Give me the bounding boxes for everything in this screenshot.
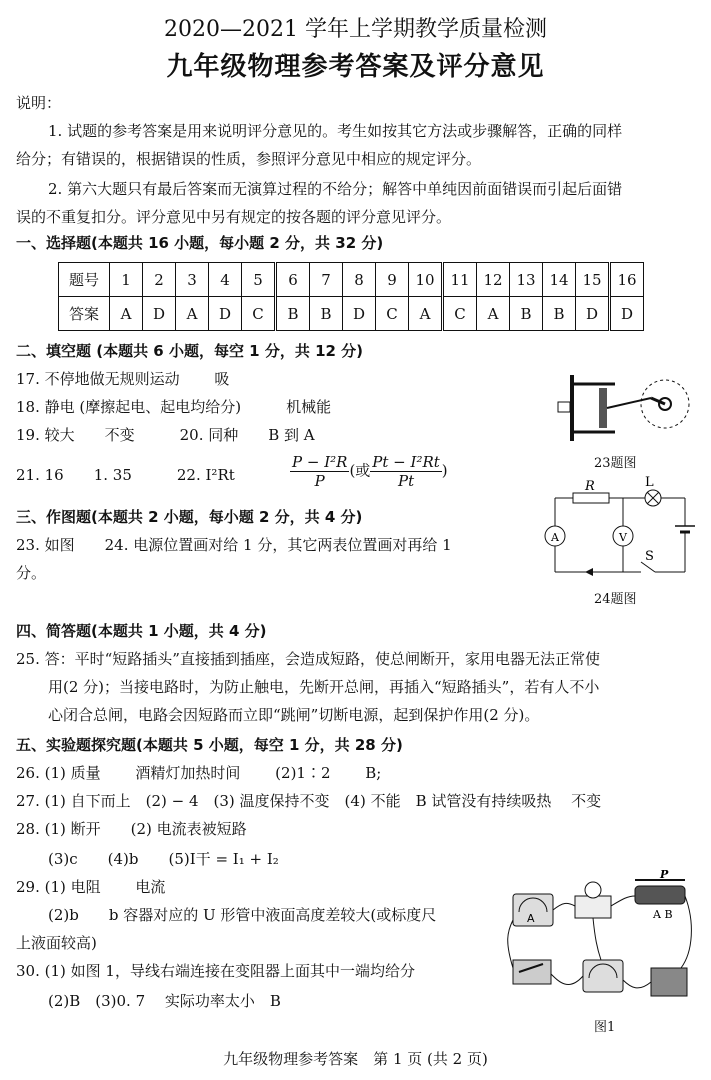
answer-25-line-1: 25. 答：平时“短路插头”直接插到插座，会造成短路，使总闸断开，家用电器无法正常使 <box>16 650 600 668</box>
section-3-title: 三、作图题(本题共 2 小题，每小题 2 分，共 4 分) <box>16 508 363 526</box>
figure-23-diagram <box>555 370 695 450</box>
ammeter-label: A <box>527 912 535 925</box>
answer-cell: B <box>543 297 576 331</box>
wire <box>611 896 635 906</box>
resistor-label: R <box>585 479 595 494</box>
q-number: 11 <box>443 263 477 297</box>
answer-cell: C <box>376 297 409 331</box>
answer-22-fraction <box>290 453 448 490</box>
answer-29-line-1: 29. (1) 电阻 电流 <box>16 878 166 896</box>
answer-29-line-2: (2)b b 容器对应的 U 形管中液面高度差较大(或标度尺 <box>48 906 437 924</box>
answer-cell: C <box>242 297 276 331</box>
page-footer: 九年级物理参考答案 第 1 页 (共 2 页) <box>223 1050 488 1068</box>
row-head: 题号 <box>59 263 110 297</box>
answer-cell: D <box>576 297 610 331</box>
answer-cell: D <box>209 297 242 331</box>
answer-21-22: 21. 16 1. 35 22. I²Rt <box>16 466 235 484</box>
q-number: 16 <box>610 263 644 297</box>
answer-table <box>58 262 644 331</box>
q-number: 14 <box>543 263 576 297</box>
answer-25-line-3: 心闭合总闸，电路会因短路而立即“跳闸”切断电源，起到保护作用(2 分)。 <box>48 706 540 724</box>
answer-30-line-1: 30. (1) 如图 1，导线右端连接在变阻器上面其中一端均给分 <box>16 962 415 980</box>
note-1-line-1: 1. 试题的参考答案是用来说明评分意见的。考生如按其它方法或步骤解答，正确的同样 <box>48 122 623 140</box>
exam-title: 2020—2021 学年上学期教学质量检测 <box>164 17 547 42</box>
fraction-1 <box>290 453 349 490</box>
fraction-1-denominator: P <box>314 472 325 490</box>
answer-cell: B <box>276 297 310 331</box>
answer-28-line-2: (3)c (4)b (5)I干 = I₁ + I₂ <box>48 850 279 868</box>
note-2-line-1: 2. 第六大题只有最后答案而无演算过程的不给分；解答中单纯因前面错误而引起后面错 <box>48 180 623 198</box>
battery-pack <box>651 968 687 996</box>
figure-1-circuit <box>505 868 695 1012</box>
wire <box>553 903 575 910</box>
answer-cell: A <box>110 297 143 331</box>
connecting-rod <box>607 398 651 408</box>
answer-cell: D <box>143 297 176 331</box>
answer-29-line-3: 上液面较高) <box>16 934 97 952</box>
q-number: 10 <box>409 263 443 297</box>
rheostat <box>635 886 685 904</box>
q-number: 7 <box>310 263 343 297</box>
section-1-title: 一、选择题(本题共 16 小题，每小题 2 分，共 32 分) <box>16 234 384 252</box>
answer-head: 答案 <box>59 297 110 331</box>
q-number: 12 <box>477 263 510 297</box>
answer-cell: C <box>443 297 477 331</box>
q-number: 9 <box>376 263 409 297</box>
note-1-line-2: 给分；有错误的，根据错误的性质，参照评分意见中相应的规定评分。 <box>16 150 482 168</box>
answer-19-20: 19. 较大 不变 20. 同种 B 到 A <box>16 426 315 444</box>
wire <box>681 896 691 968</box>
answer-27: 27. (1) 自下而上 (2) − 4 (3) 温度保持不变 (4) 不能 B 试管没有持续吸热 不变 <box>16 792 602 810</box>
wire <box>623 980 651 988</box>
wire <box>551 974 583 985</box>
note-2-line-2: 误的不重复扣分。评分意见中另有规定的按各题的评分意见评分。 <box>16 208 452 226</box>
or-text: (或 <box>349 461 371 480</box>
bulb <box>585 882 601 898</box>
answer-23-24-cont: 分。 <box>16 564 47 582</box>
fraction-1-numerator: P − I²R <box>292 453 348 471</box>
cylinder-head <box>570 375 574 441</box>
figure-23-caption: 23题图 <box>594 456 637 471</box>
q-number: 15 <box>576 263 610 297</box>
q-number: 4 <box>209 263 242 297</box>
answer-30-line-2: (2)B (3)0. 7 实际功率太小 B <box>48 992 281 1010</box>
q-number: 1 <box>110 263 143 297</box>
ammeter-label: A <box>551 531 559 544</box>
notes-label: 说明： <box>16 94 62 112</box>
answer-cell: D <box>343 297 376 331</box>
figure-24-caption: 24题图 <box>594 592 637 607</box>
answer-17: 17. 不停地做无规则运动 吸 <box>16 370 230 388</box>
answer-cell: A <box>477 297 510 331</box>
answer-28-line-1: 28. (1) 断开 (2) 电流表被短路 <box>16 820 247 838</box>
q-number: 2 <box>143 263 176 297</box>
q-number: 13 <box>510 263 543 297</box>
close-paren: ) <box>441 461 448 480</box>
slider-label: P <box>660 868 669 881</box>
terminal-labels: A B <box>653 908 673 921</box>
answer-key-title: 九年级物理参考答案及评分意见 <box>166 52 545 82</box>
answer-23-24: 23. 如图 24. 电源位置画对给 1 分，其它两表位置画对再给 1 <box>16 536 452 554</box>
fraction-2-numerator: Pt − I²Rt <box>372 453 440 471</box>
fraction-2 <box>370 453 442 490</box>
answer-cell: B <box>510 297 543 331</box>
wire <box>508 920 513 968</box>
table-row <box>59 263 644 297</box>
switch-device <box>513 960 551 984</box>
figure-1-caption: 图1 <box>594 1020 616 1035</box>
switch-label: S <box>645 549 654 564</box>
fraction-2-denominator: Pt <box>397 472 415 490</box>
wire <box>593 918 601 960</box>
answer-cell: B <box>310 297 343 331</box>
answer-25-line-2: 用(2 分)；当接电路时，为防止触电，先断开总闸，再插入“短路插头”，若有人不小 <box>48 678 600 696</box>
spark-plug <box>558 402 570 412</box>
q-number: 6 <box>276 263 310 297</box>
piston <box>599 388 607 428</box>
section-5-title: 五、实验题探究题(本题共 5 小题，每空 1 分，共 28 分) <box>16 736 403 754</box>
resistor <box>573 493 609 503</box>
answer-cell: A <box>176 297 209 331</box>
section-4-title: 四、简答题(本题共 1 小题，共 4 分) <box>16 622 267 640</box>
q-number: 5 <box>242 263 276 297</box>
q-number: 8 <box>343 263 376 297</box>
figure-24-circuit <box>545 475 695 578</box>
current-arrow <box>585 568 593 576</box>
answer-26: 26. (1) 质量 酒精灯加热时间 (2)1∶2 B; <box>16 764 382 782</box>
lamp-label: L <box>645 475 654 490</box>
table-row <box>59 297 644 331</box>
section-2-title: 二、填空题 (本题共 6 小题，每空 1 分，共 12 分) <box>16 342 364 360</box>
voltmeter-label: V <box>619 531 627 544</box>
answer-cell: A <box>409 297 443 331</box>
answer-18: 18. 静电 (摩擦起电、起电均给分) 机械能 <box>16 398 332 416</box>
q-number: 3 <box>176 263 209 297</box>
answer-cell: D <box>610 297 644 331</box>
bulb-base <box>575 896 611 918</box>
